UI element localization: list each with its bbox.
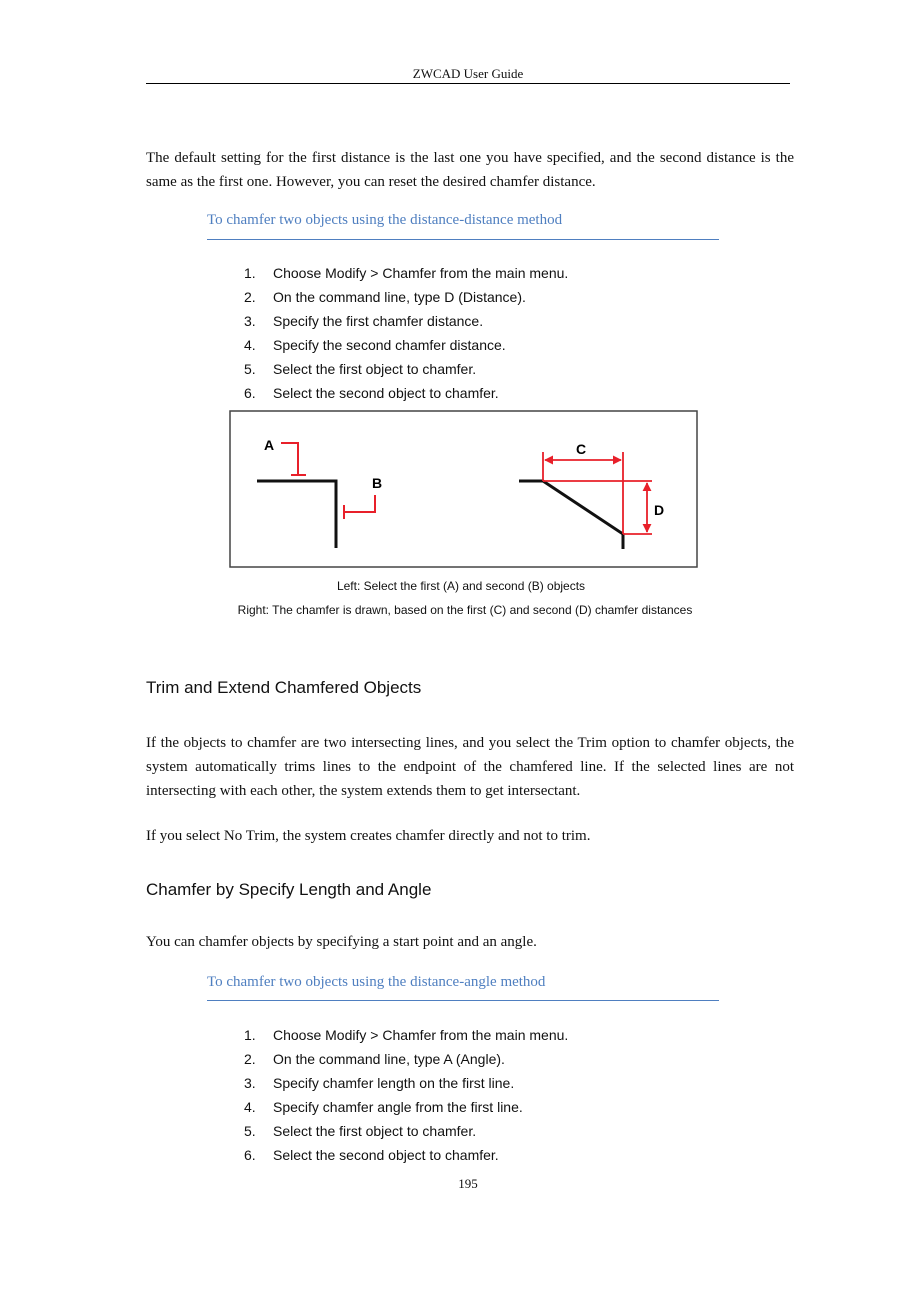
step-text: Select the first object to chamfer. <box>273 1123 477 1139</box>
chamfer-figure <box>0 0 920 600</box>
step-number: 3. <box>244 313 256 329</box>
step-text: Choose Modify > Chamfer from the main menu. <box>273 265 569 281</box>
step-number: 2. <box>244 289 256 305</box>
paragraph: You can chamfer objects by specifying a start point and an angle. <box>146 934 537 950</box>
step-text: Select the second object to chamfer. <box>273 385 499 401</box>
step-number: 6. <box>244 385 256 401</box>
list-item <box>244 1047 568 1071</box>
steps-list-2 <box>244 1023 568 1167</box>
step-number: 5. <box>244 361 256 377</box>
step-number: 1. <box>244 265 256 281</box>
label-c: C <box>576 441 587 457</box>
procedure-rule <box>207 1000 719 1001</box>
figure-frame <box>230 411 697 567</box>
step-text: Specify the first chamfer distance. <box>273 313 484 329</box>
step-number: 5. <box>244 1123 256 1139</box>
step-text: On the command line, type D (Distance). <box>273 289 526 305</box>
list-item <box>244 1119 568 1143</box>
label-d: D <box>654 502 665 518</box>
step-number: 1. <box>244 1027 256 1043</box>
figure-caption-right: Right: The chamfer is drawn, based on the first (C) and second (D) chamfer distances <box>237 603 693 617</box>
step-text: Specify the second chamfer distance. <box>273 337 506 353</box>
step-text: Choose Modify > Chamfer from the main menu. <box>273 1027 569 1043</box>
step-number: 3. <box>244 1075 256 1091</box>
step-text: Select the first object to chamfer. <box>273 361 477 377</box>
intro-paragraph: The default setting for the first distance is the last one you have specified, and the second distance is the same as the first one. However, you can reset the desired chamfer distance. <box>146 150 794 190</box>
paragraph: If you select No Trim, the system creates chamfer directly and not to trim. <box>146 828 591 844</box>
step-text: Specify chamfer length on the first line. <box>273 1075 515 1091</box>
step-text: On the command line, type A (Angle). <box>273 1051 505 1067</box>
step-text: Specify chamfer angle from the first line. <box>273 1099 523 1115</box>
step-number: 4. <box>244 337 256 353</box>
label-a: A <box>264 437 275 453</box>
step-text: Select the second object to chamfer. <box>273 1147 499 1163</box>
step-number: 4. <box>244 1099 256 1115</box>
list-item <box>244 1143 568 1167</box>
step-number: 2. <box>244 1051 256 1067</box>
paragraph: If the objects to chamfer are two intersecting lines, and you select the Trim option to chamfer objects, the system automatically trims lines to the endpoint of the chamfered line. If the selected lines are not intersecting with each other, the system extends them to get intersectant. <box>146 735 794 799</box>
running-header: ZWCAD User Guide <box>412 66 524 81</box>
page-number: 195 <box>458 1176 478 1191</box>
procedure-title: To chamfer two objects using the distance-distance method <box>207 212 563 228</box>
section-heading: Chamfer by Specify Length and Angle <box>146 880 432 899</box>
section-heading: Trim and Extend Chamfered Objects <box>146 678 422 697</box>
step-number: 6. <box>244 1147 256 1163</box>
list-item <box>244 1023 568 1047</box>
list-item <box>244 1071 568 1095</box>
figure-caption-left: Left: Select the first (A) and second (B) objects <box>336 579 586 593</box>
procedure-title: To chamfer two objects using the distance-angle method <box>207 974 546 990</box>
list-item <box>244 1095 568 1119</box>
label-b: B <box>372 475 383 491</box>
